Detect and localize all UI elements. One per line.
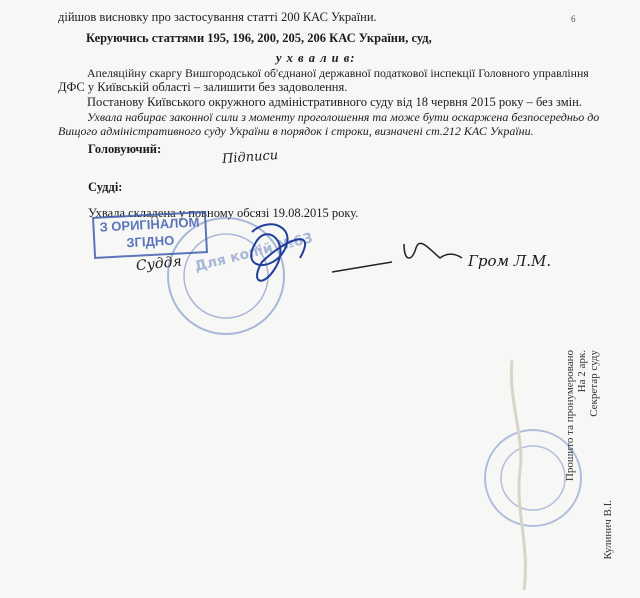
signer-name: Гром Л.М.: [468, 252, 552, 270]
stamp-line-2: ЗГІДНО: [126, 232, 175, 251]
text-line-guided-by: Керуючись статтями 195, 196, 200, 205, 206 КАС України, суд,: [86, 31, 432, 45]
seal-label: Для копій №63: [193, 230, 315, 276]
text-line-ruling-heading: у х в а л и в:: [276, 51, 356, 65]
text-line-conclusion: дійшов висновку про застосування статті 200 КАС України.: [58, 10, 377, 24]
page-number: 6: [571, 14, 576, 24]
text-line-effect: Ухвала набирає законної сили з моменту проголошення та може бути оскаржена безпосередньо до: [87, 110, 600, 124]
judge-handwritten-label: Суддя: [135, 253, 183, 275]
text-line-appeal: Апеляційну скаргу Вишгородської об'єднаної державної податкової інспекції Головного управління: [87, 66, 589, 80]
binding-note-line-4: Кулинич В.І.: [602, 500, 614, 560]
binding-note: [562, 350, 636, 598]
signatures-note: Підписи: [221, 148, 279, 167]
true-copy-stamp: [92, 211, 208, 259]
binding-note-line-2: На 2 арк.: [576, 350, 588, 393]
text-line-resolution: Постанову Київського окружного адміністративного суду від 18 червня 2015 року – без змін.: [87, 95, 582, 109]
text-line-full-text-date: Ухвала складена у повному обсязі 19.08.2015 року.: [88, 206, 359, 220]
presiding-judge-label: Головуючий:: [88, 142, 162, 156]
binding-note-line-3: Секретар суду: [588, 350, 600, 417]
binding-note-line-1: Прошито та пронумеровано: [564, 350, 576, 482]
text-line-appeal-court: Вищого адміністративного суду України в порядок і строки, визначені ст.212 КАС України.: [58, 124, 534, 138]
judges-label: Судді:: [88, 180, 123, 194]
stamp-line-1: З ОРИГІНАЛОМ: [99, 214, 200, 235]
text-line-dfs: ДФС у Київській області – залишити без задоволення.: [58, 80, 348, 94]
